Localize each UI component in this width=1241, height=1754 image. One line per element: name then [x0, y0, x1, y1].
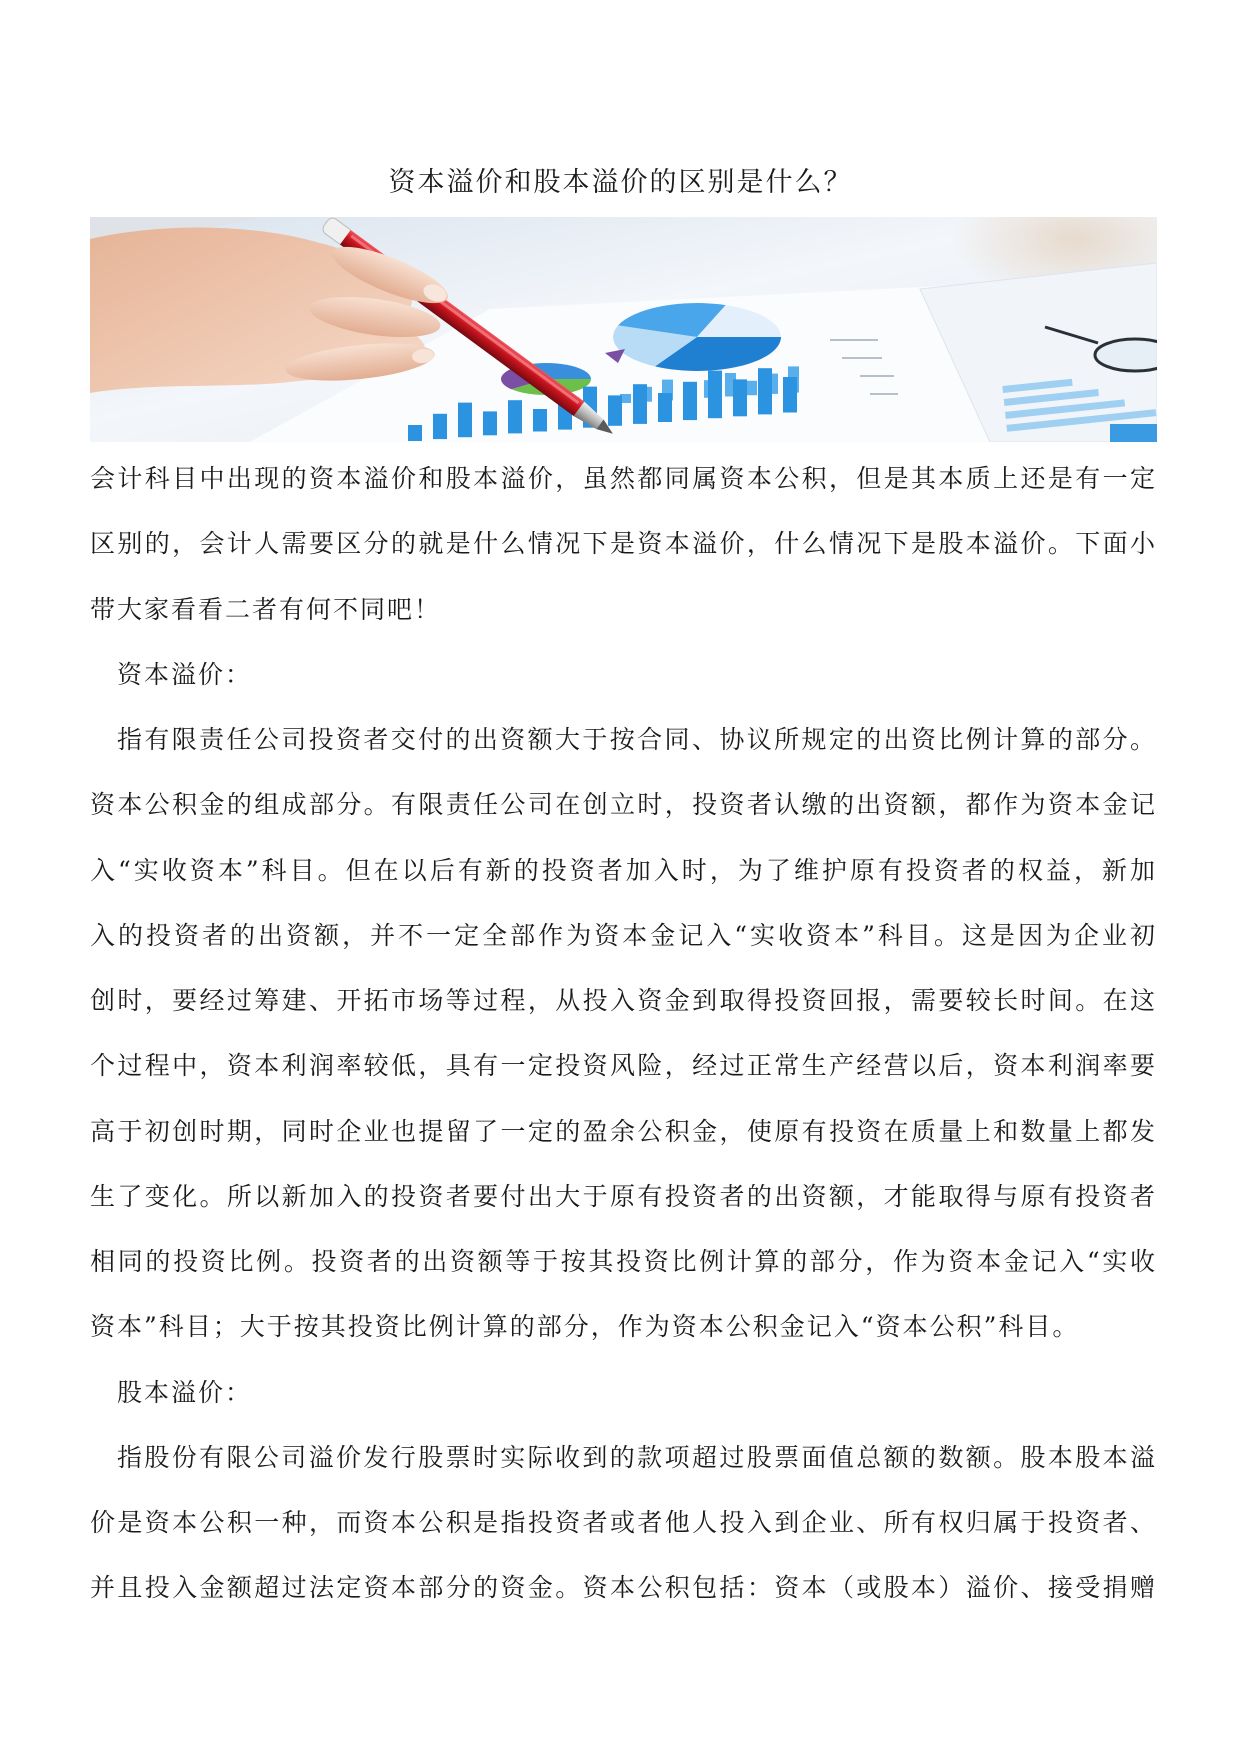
illustration-bar [783, 377, 797, 413]
section-heading-line: 股本溢价： [117, 1377, 253, 1407]
share-premium-paragraph [90, 1425, 1157, 1621]
illustration-bar [483, 411, 497, 435]
paragraph-line: 资本”科目；大于按其投资比例计算的部分，作为资本公积金记入“资本公积”科目。 [90, 1312, 1080, 1342]
paragraph-line: 资本公积金的组成部分。有限责任公司在创立时，投资者认缴的出资额，都作为资本金记 [90, 790, 1157, 820]
page-title: 资本溢价和股本溢价的区别是什么？ [388, 167, 853, 198]
illustration-bar [658, 393, 672, 422]
illustration-bar [683, 382, 697, 420]
paragraph-line: 创时，要经过筹建、开拓市场等过程，从投入资金到取得投资回报，需要较长时间。在这 [90, 986, 1157, 1015]
section-heading-line: 资本溢价： [117, 659, 253, 689]
text-mark [830, 339, 878, 341]
paragraph-line: 指股份有限公司溢价发行股票时实际收到的款项超过股票面值总额的数额。股本股本溢 [117, 1442, 1157, 1472]
paragraph-line: 个过程中，资本利润率较低，具有一定投资风险，经过正常生产经营以后，资本利润率要 [90, 1051, 1157, 1081]
text-mark [870, 393, 898, 395]
document-body [90, 446, 1157, 1621]
paragraph-line: 相同的投资比例。投资者的出资额等于按其投资比例计算的部分，作为资本金记入“实收 [90, 1247, 1157, 1276]
paragraph-line: 入的投资者的出资额，并不一定全部作为资本金记入“实收资本”科目。这是因为企业初 [90, 920, 1157, 950]
paragraph-line: 区别的，会计人需要区分的就是什么情况下是资本溢价，什么情况下是股本溢价。下面小 [90, 529, 1157, 559]
illustration-bar [1110, 424, 1157, 442]
paragraph-line: 入“实收资本”科目。但在以后有新的投资者加入时，为了维护原有投资者的权益，新加 [90, 855, 1157, 885]
capital-premium-paragraph [90, 707, 1157, 1360]
paragraph-line: 带大家看看二者有何不同吧！ [90, 594, 442, 624]
illustration-bar [458, 403, 472, 438]
banner-image [90, 217, 1157, 442]
paragraph-line: 并且投入金额超过法定资本部分的资金。资本公积包括：资本（或股本）溢价、接受捐赠 [90, 1573, 1157, 1603]
illustration-bar [633, 384, 647, 424]
paragraph-line: 价是资本公积一种，而资本公积是指投资者或者他人投入到企业、所有权归属于投资者、 [90, 1508, 1157, 1537]
paragraph-line: 生了变化。所以新加入的投资者要付出大于原有投资者的出资额，才能取得与原有投资者 [90, 1181, 1157, 1211]
illustration-bar [408, 425, 422, 441]
share-premium-heading [90, 1360, 1157, 1425]
paragraph-line: 指有限责任公司投资者交付的出资额大于按合同、协议所规定的出资比例计算的部分。 [117, 725, 1157, 754]
illustration-bar [746, 381, 757, 395]
illustration-bar [508, 400, 522, 433]
capital-premium-heading [90, 642, 1157, 707]
illustration-bar [533, 409, 547, 432]
illustration-bar [733, 379, 747, 416]
text-mark [842, 357, 882, 359]
intro-paragraph [90, 446, 1157, 642]
pie-chart-graphic [613, 303, 781, 371]
illustration-bar [758, 368, 772, 414]
illustration-bar [608, 395, 622, 425]
illustration-bar [433, 414, 447, 439]
paragraph-line: 会计科目中出现的资本溢价和股本溢价，虽然都同属资本公积，但是其本质上还是有一定 [90, 464, 1157, 493]
illustration-bar [708, 371, 722, 419]
paragraph-line: 高于初创时期，同时企业也提留了一定的盈余公积金，使原有投资在质量上和数量上都发 [90, 1116, 1157, 1146]
banner-photo [90, 217, 1157, 442]
text-mark [860, 375, 894, 377]
glasses-lens [1095, 339, 1157, 371]
